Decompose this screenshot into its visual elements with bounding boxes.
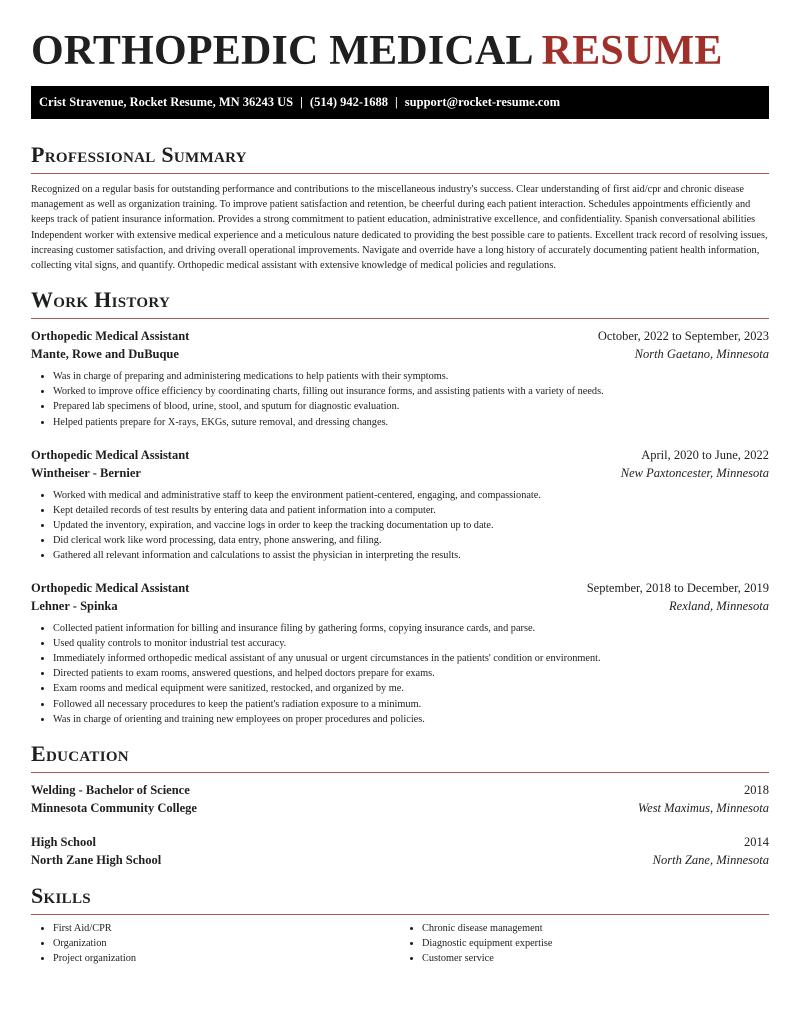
job-title: Orthopedic Medical Assistant	[31, 447, 190, 462]
job-dates: October, 2022 to September, 2023	[597, 329, 769, 344]
list-item: • Worked with medical and administrative staff to keep the environment patient-centered, engaging, and compassionate.	[53, 488, 769, 503]
contact-separator: |	[300, 95, 303, 109]
list-item: • Did clerical work like word processing, data entry, phone answering, and filing.	[53, 533, 769, 548]
education-section	[31, 741, 769, 869]
list-item: • Gathered all relevant information and calculations to assist the physician in interpreting the results.	[53, 548, 769, 563]
skill-item: • Customer service	[422, 951, 769, 966]
list-item: • Followed all necessary procedures to keep the patient's radiation exposure to a minimum.	[53, 697, 769, 712]
list-item: • Directed patients to exam rooms, answered questions, and helped doctors prepare for exams.	[53, 666, 769, 681]
skills-list-left	[31, 921, 400, 966]
education-entry	[31, 781, 769, 817]
contact-phone: (514) 942-1688	[309, 95, 389, 109]
list-item: • Prepared lab specimens of blood, urine, stool, and sputum for diagnostic evaluation.	[53, 399, 769, 414]
skills-columns	[31, 915, 769, 966]
education-school: North Zane High School	[31, 852, 162, 867]
skill-item: • Organization	[53, 936, 400, 951]
section-heading-summary: Professional Summary	[31, 142, 247, 167]
job-duties	[31, 488, 769, 563]
title-primary: ORTHOPEDIC MEDICAL	[31, 28, 534, 74]
contact-address: Crist Stravenue, Rocket Resume, MN 36243 US	[39, 95, 294, 109]
section-heading-work: Work History	[31, 287, 171, 313]
job-title: Orthopedic Medical Assistant	[31, 329, 190, 344]
job-company: Lehner - Spinka	[31, 599, 118, 614]
skill-item: • Chronic disease management	[422, 921, 769, 936]
job-title: Orthopedic Medical Assistant	[31, 581, 190, 596]
section-divider	[31, 772, 769, 773]
job-entry	[31, 327, 769, 429]
list-item: • Kept detailed records of test results by entering data and patient information into a computer.	[53, 503, 769, 518]
job-dates: April, 2020 to June, 2022	[641, 447, 769, 462]
list-item: • Used quality controls to monitor industrial test accuracy.	[53, 636, 769, 651]
list-item: • Was in charge of preparing and administering medications to help patients with their symptoms.	[53, 369, 769, 384]
section-heading-skills: Skills	[31, 882, 91, 908]
contact-email[interactable]: support@rocket-resume.com	[404, 95, 561, 109]
education-entry	[31, 833, 769, 869]
education-location: North Zane, Minnesota	[652, 852, 769, 867]
job-location: New Paxtoncester, Minnesota	[620, 465, 769, 480]
job-duties	[31, 621, 769, 727]
summary-text: Recognized on a regular basis for outstanding performance and contributions to the miscellaneous industry's success. Clear understanding of first aid/cpr and chronic disease management as well as organization training. To improve patient satisfaction and retention, be cheerful during each patient interaction. Schedules appointments efficiently and keeps track of patient insurance information. Provides a strong commitment to patient education, administrative excellence, and confidentiality. Spanish conversational abilities Independent worker with extensive medical experience and a meticulous nature dedicated to providing the best possible care to patients. Excellent track record of resolving issues, increasing customer satisfaction, and driving overall operational improvements. Navigate and override have a long history of accurately documenting patient health information, collecting vital signs, and quantify. Orthopedic medical assistant with extensive knowledge of medical policies and regulations.	[31, 184, 768, 272]
education-year: 2014	[744, 834, 769, 849]
job-duties	[31, 369, 769, 429]
education-degree: Welding - Bachelor of Science	[31, 782, 190, 797]
contact-separator: |	[395, 95, 398, 109]
skills-section	[31, 883, 769, 966]
skills-list-right	[400, 921, 769, 966]
skill-item: • First Aid/CPR	[53, 921, 400, 936]
list-item: • Updated the inventory, expiration, and vaccine logs in order to keep the tracking documentation up to date.	[53, 518, 769, 533]
job-company: Mante, Rowe and DuBuque	[31, 347, 179, 362]
job-dates: September, 2018 to December, 2019	[586, 581, 769, 596]
list-item: • Was in charge of orienting and training new employees on proper procedures and policies.	[53, 712, 769, 727]
section-divider	[31, 318, 769, 319]
section-heading-education: Education	[31, 740, 129, 766]
resume-title	[31, 0, 769, 79]
job-entry	[31, 579, 769, 727]
title-accent: RESUME	[541, 28, 723, 74]
summary-section	[31, 142, 769, 273]
list-item: • Helped patients prepare for X-rays, EKGs, suture removal, and dressing changes.	[53, 415, 769, 430]
list-item: • Exam rooms and medical equipment were sanitized, restocked, and organized by me.	[53, 681, 769, 696]
education-degree: High School	[31, 834, 96, 849]
list-item: • Collected patient information for billing and insurance filing by gathering forms, copying insurance cards, and parse.	[53, 621, 769, 636]
skill-item: • Diagnostic equipment expertise	[422, 936, 769, 951]
education-year: 2018	[744, 782, 769, 797]
list-item: • Immediately informed orthopedic medical assistant of any unusual or urgent circumstances in the patients' condition or environment.	[53, 651, 769, 666]
job-company: Wintheiser - Bernier	[31, 465, 141, 480]
education-school: Minnesota Community College	[31, 800, 197, 815]
education-location: West Maximus, Minnesota	[637, 800, 769, 815]
contact-bar	[31, 86, 769, 119]
job-location: Rexland, Minnesota	[669, 599, 769, 614]
job-location: North Gaetano, Minnesota	[634, 347, 769, 362]
list-item: • Worked to improve office efficiency by coordinating charts, filling out insurance forms, and assisting patients with a variety of needs.	[53, 384, 769, 399]
section-divider	[31, 173, 769, 174]
skill-item: • Project organization	[53, 951, 400, 966]
job-entry	[31, 446, 769, 563]
work-history-section	[31, 287, 769, 727]
